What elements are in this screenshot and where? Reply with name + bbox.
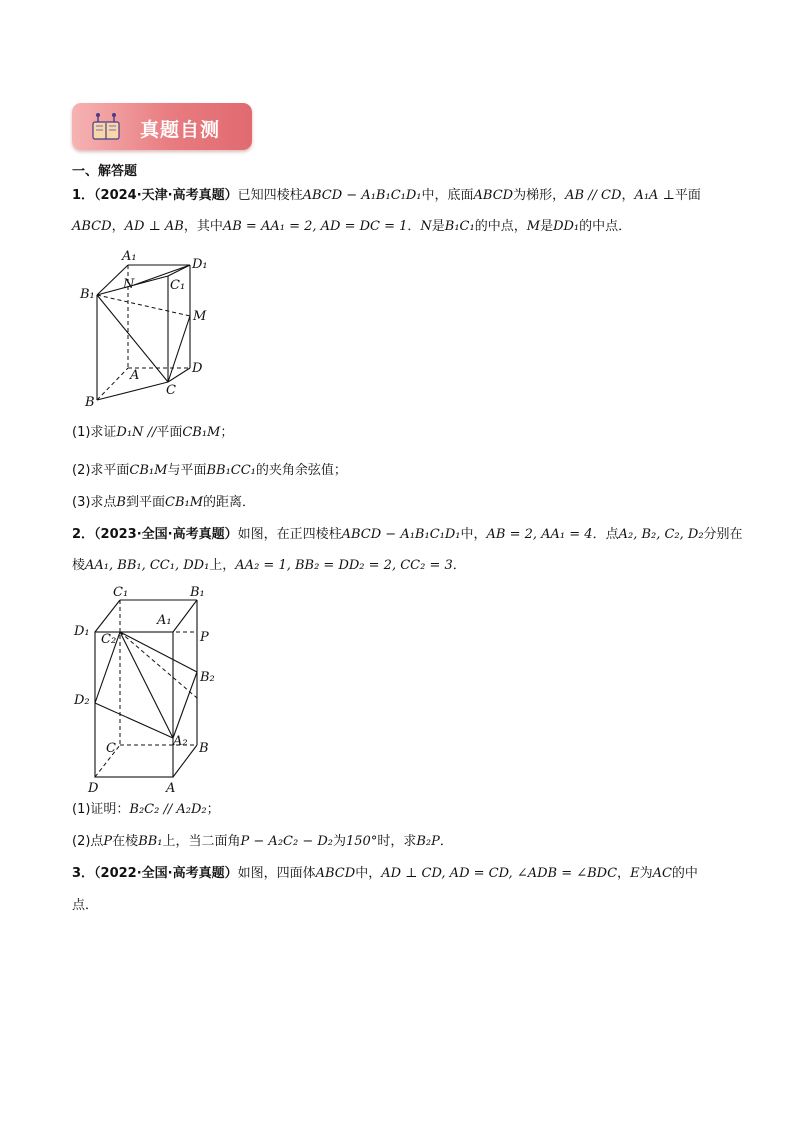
label-C: C (106, 741, 116, 756)
problem-2-question-1: (1)证明：B₂C₂ // A₂D₂； (72, 802, 220, 817)
book-icon (90, 112, 122, 142)
problem-1-question-3: (3)求点B到平面CB₁M的距离． (72, 495, 256, 510)
figure-1-prism (72, 245, 222, 410)
problem-source: （2024·天津·高考真题） (94, 188, 238, 203)
label-D: D (88, 781, 99, 795)
label-A: A (130, 368, 140, 383)
problem-number: 2． (72, 527, 95, 542)
banner-title: 真题自测 (140, 119, 221, 141)
problem-number: 3． (72, 866, 95, 881)
problem-2-question-2: (2)点P在棱BB₁上，当二面角P − A₂C₂ − D₂为150°时，求B₂P． (72, 834, 453, 849)
label-A1: A₁ (122, 249, 137, 264)
label-B1: B₁ (80, 287, 95, 302)
label-D: D (192, 361, 203, 376)
problem-number: 1． (72, 188, 95, 203)
label-P: P (200, 630, 209, 645)
problem-1-question-2: (2)求平面CB₁M与平面BB₁CC₁的夹角余弦值； (72, 463, 347, 478)
label-M: M (193, 309, 207, 324)
label-C: C (166, 383, 176, 398)
problem-source: （2023·全国·高考真题） (94, 527, 238, 542)
label-A2: A₂ (173, 734, 188, 749)
label-B: B (199, 741, 209, 756)
label-C1: C₁ (170, 278, 186, 293)
label-A: A (166, 781, 176, 795)
problem-3-line-1: 3．（2022·全国·高考真题）如图，四面体ABCD中，AD ⊥ CD, AD = CD, ∠ADB = ∠BDC，E为AC的中 (72, 866, 698, 881)
section-banner (72, 103, 252, 150)
label-D1: D₁ (192, 257, 208, 272)
label-C1: C₁ (113, 585, 129, 600)
label-B1: B₁ (190, 585, 205, 600)
figure-2-prism (72, 580, 222, 795)
problem-source: （2022·全国·高考真题） (94, 866, 238, 881)
problem-2-line-2: 棱AA₁, BB₁, CC₁, DD₁上，AA₂ = 1, BB₂ = DD₂ = 2, CC₂ = 3． (72, 558, 466, 573)
problem-1-question-1: (1)求证D₁N //平面CB₁M； (72, 425, 234, 440)
problem-1-line-2: ABCD，AD ⊥ AB，其中AB = AA₁ = 2, AD = DC = 1．N是B₁C₁的中点，M是DD₁的中点． (72, 219, 632, 234)
problem-3-line-2: 点． (72, 898, 99, 913)
problem-2-line-1: 2．（2023·全国·高考真题）如图，在正四棱柱ABCD − A₁B₁C₁D₁中，AB = 2, AA₁ = 4．点A₂, B₂, C₂, D₂分别在 (72, 527, 743, 542)
label-D2: D₂ (74, 693, 90, 708)
label-C2: C₂ (101, 632, 117, 647)
section-heading: 一、解答题 (72, 164, 138, 179)
label-B: B (85, 395, 95, 410)
label-B2: B₂ (200, 670, 215, 685)
label-D1: D₁ (74, 624, 90, 639)
label-N: N (123, 277, 135, 292)
label-A1: A₁ (157, 613, 172, 628)
problem-1-line-1: 1．（2024·天津·高考真题）已知四棱柱ABCD − A₁B₁C₁D₁中，底面ABCD为梯形，AB // CD，A₁A ⊥平面 (72, 188, 701, 203)
